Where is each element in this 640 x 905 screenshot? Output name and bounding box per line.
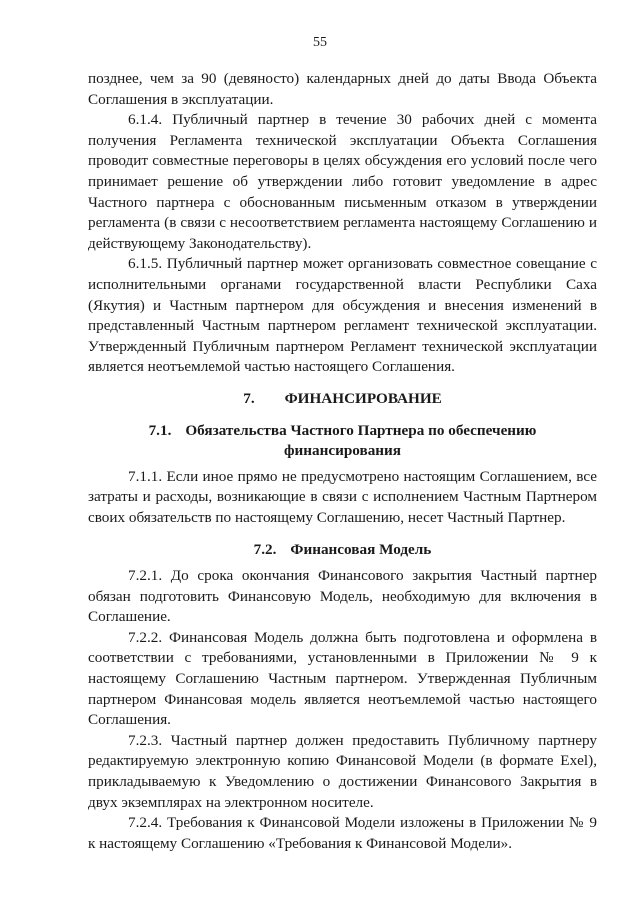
paragraph-7-2-2: 7.2.2. Финансовая Модель должна быть подготовлена и оформлена в соответствии с требованиями, установленными в Приложении № 9 к настоящему Соглашению Частным партнером. Утвержденная Публичным партнером Финансовая модель является неотъемлемой частью настоящего Соглашения.: [88, 628, 597, 729]
section-number: 7.: [243, 389, 255, 407]
subsection-heading-7-1: [88, 421, 597, 462]
paragraph-7-2-3: 7.2.3. Частный партнер должен предоставить Публичному партнеру редактируемую электронную копию Финансовой Модели (в формате Exel), прикладываемую к Уведомлению о достижении Финансового Закрытия в двух экземплярах на электронном носителе.: [88, 731, 597, 811]
subsection-title: Обязательства Частного Партнера по обеспечению финансирования: [185, 421, 537, 460]
paragraph-continuation: позднее, чем за 90 (девяносто) календарных дней до даты Ввода Объекта Соглашения в эксплуатации.: [88, 70, 597, 108]
paragraph-7-2-4: 7.2.4. Требования к Финансовой Модели изложены в Приложении № 9 к настоящему Соглашению «Требования к Финансовой Модели».: [88, 814, 597, 852]
paragraph-6-1-5: 6.1.5. Публичный партнер может организовать совместное совещание с исполнительными органами государственной власти Республики Саха (Якутия) и Частным партнером для обсуждения и внесения изменений в представленный Частным партнером регламент технической эксплуатации. Утвержденный Публичным партнером Регламент технической эксплуатации является неотъемлемой частью настоящего Соглашения.: [88, 255, 597, 376]
subsection-number: 7.1.: [148, 421, 172, 439]
page-number: 55: [313, 35, 327, 50]
section-title: ФИНАНСИРОВАНИЕ: [284, 389, 442, 407]
subsection-title: Финансовая Модель: [290, 541, 432, 559]
subsection-number: 7.2.: [253, 541, 277, 559]
document-body: [88, 69, 597, 854]
paragraph-7-1-1: 7.1.1. Если иное прямо не предусмотрено настоящим Соглашением, все затраты и расходы, возникающие в связи с исполнением Частным Партнером своих обязательств по настоящему Соглашению, несет Частный Партнер.: [88, 467, 597, 526]
subsection-heading-7-2: [88, 540, 597, 561]
paragraph-7-2-1: 7.2.1. До срока окончания Финансового закрытия Частный партнер обязан подготовить Финансовую Модель, необходимую для включения в Соглашение.: [88, 567, 597, 626]
paragraph-6-1-4: 6.1.4. Публичный партнер в течение 30 рабочих дней с момента получения Регламента технической эксплуатации Объекта Соглашения проводит совместные переговоры в целях обсуждения его условий после чего принимает решение об утверждении либо готовит уведомление в адрес Частного партнера с обоснованным письменным отказом в утверждении регламента (в связи с несоответствием регламента настоящему Соглашению и действующему Законодательству).: [88, 111, 597, 252]
section-heading-7: [88, 389, 597, 410]
